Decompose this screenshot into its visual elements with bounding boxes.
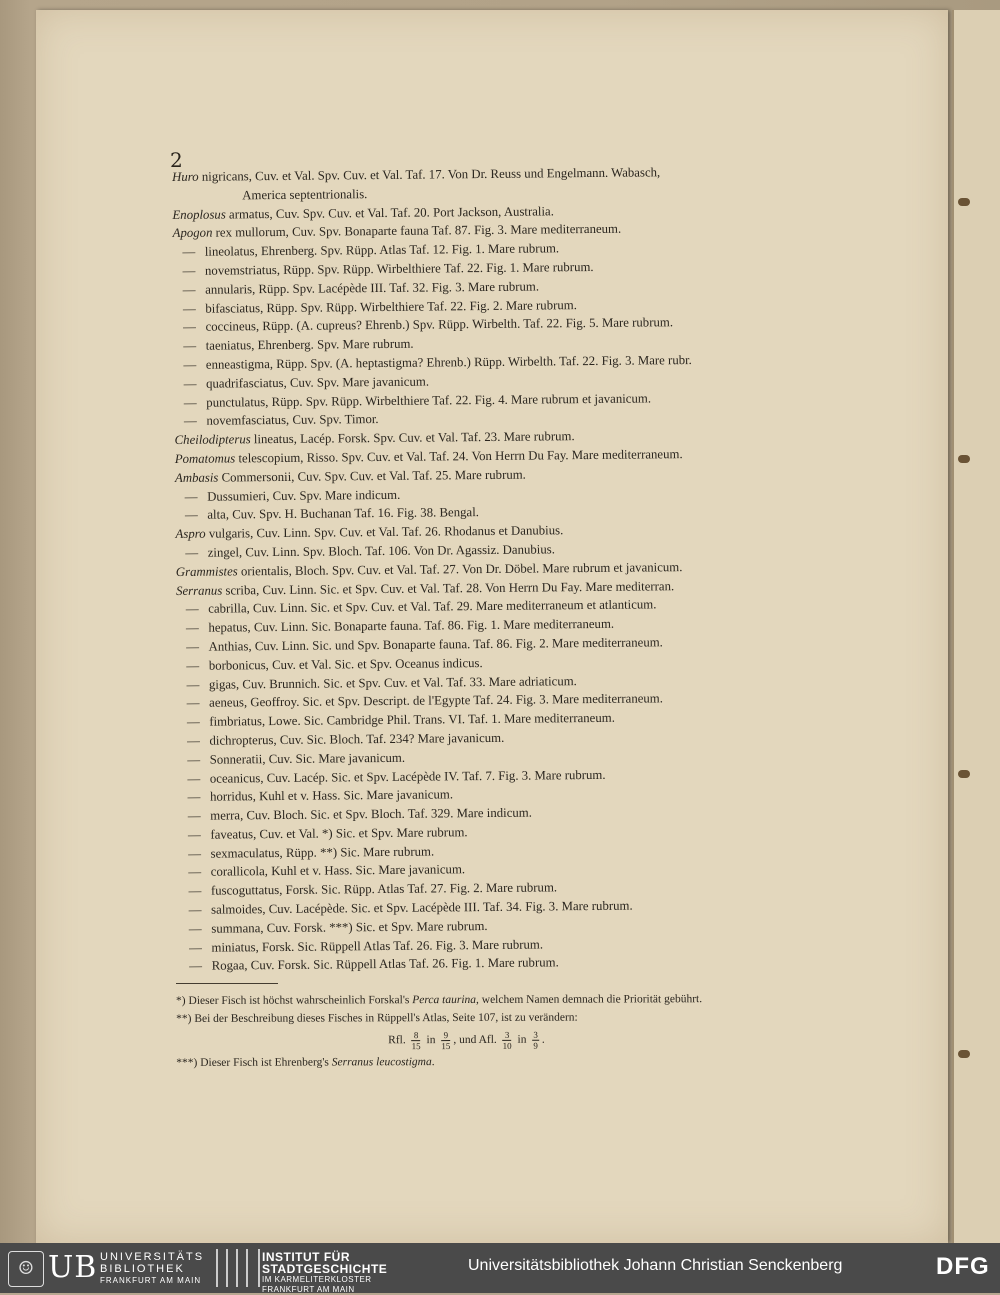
- genus-name: Cheilodipterus: [174, 432, 251, 448]
- species-text: miniatus, Forsk. Sic. Rüppell Atlas Taf. 26. Fig. 3. Mare rubrum.: [211, 937, 544, 955]
- species-text: punctulatus, Rüpp. Spv. Rüpp. Wirbelthiere Taf. 22. Fig. 4. Mare rubrum et javanicum.: [206, 390, 652, 410]
- genus-name: Enoplosus: [172, 207, 226, 222]
- species-text: hepatus, Cuv. Linn. Sic. Bonaparte fauna. Taf. 86. Fig. 1. Mare mediterraneum.: [208, 616, 615, 635]
- species-text: zingel, Cuv. Linn. Spv. Bloch. Taf. 106. Von Dr. Agassiz. Danubius.: [207, 542, 555, 560]
- fraction: $\frac{9}{15}$: [441, 1029, 451, 1051]
- genus-name: Pomatomus: [174, 451, 236, 466]
- genus-name: Apogon: [172, 226, 213, 241]
- footnote-1: *) Dieser Fisch ist höchst wahrscheinlich Forskal's Perca taurina, welchem Namen demnach die Priorität gebührt.: [176, 993, 703, 1007]
- ditto-dash: —: [183, 414, 197, 429]
- ditto-dash: —: [186, 658, 200, 673]
- footnotes: [176, 990, 876, 1072]
- species-text: dichropterus, Cuv. Sic. Bloch. Taf. 234? Mare javanicum.: [209, 730, 505, 748]
- ditto-dash: —: [186, 639, 200, 654]
- ditto-dash: —: [183, 376, 197, 391]
- species-text: summana, Cuv. Forsk. ***) Sic. et Spv. Mare rubrum.: [211, 918, 488, 936]
- species-text: alta, Cuv. Spv. H. Buchanan Taf. 16. Fig. 38. Bengal.: [207, 505, 479, 523]
- species-text: Anthias, Cuv. Linn. Sic. und Spv. Bonaparte fauna. Taf. 86. Fig. 2. Mare mediterraneum.: [208, 635, 663, 654]
- ditto-dash: —: [183, 320, 196, 335]
- ditto-dash: —: [182, 282, 196, 297]
- ditto-dash: —: [187, 808, 201, 823]
- species-text: annularis, Rüpp. Spv. Lacépède III. Taf. 32. Fig. 3. Mare rubrum.: [205, 279, 540, 297]
- species-text: merra, Cuv. Bloch. Sic. et Spv. Bloch. Taf. 329. Mare indicum.: [210, 805, 532, 823]
- genus-name: Serranus: [175, 583, 223, 598]
- genus-name: Huro: [172, 169, 199, 184]
- fraction: $\frac{8}{15}$: [411, 1030, 421, 1052]
- species-text: nigricans, Cuv. et Val. Spv. Cuv. et Val. Taf. 17. Von Dr. Reuss und Engelmann. Wabasch,: [198, 165, 661, 184]
- ditto-dash: —: [184, 508, 198, 523]
- species-text: borbonicus, Cuv. et Val. Sic. et Spv. Oceanus indicus.: [208, 655, 483, 673]
- ditto-dash: —: [188, 865, 202, 880]
- fraction: $\frac{3}{9}$: [533, 1029, 538, 1051]
- genus-name: Aspro: [175, 526, 206, 542]
- species-text: lineolatus, Ehrenberg. Spv. Rüpp. Atlas Taf. 12. Fig. 1. Mare rubrum.: [204, 241, 560, 259]
- dfg-logo[interactable]: DFG: [936, 1253, 990, 1280]
- species-text: aeneus, Geoffroy. Sic. et Spv. Descript. de l'Egypte Taf. 24. Fig. 3. Mare mediterraneum.: [209, 691, 663, 710]
- species-text: taeniatus, Ehrenberg. Spv. Mare rubrum.: [205, 336, 414, 353]
- binding-pin: [958, 455, 970, 463]
- ditto-dash: —: [182, 301, 196, 316]
- genus-name: Grammistes: [175, 564, 238, 579]
- ub-logo[interactable]: UB: [48, 1250, 98, 1285]
- ditto-dash: —: [184, 489, 198, 504]
- species-text: horridus, Kuhl et v. Hass. Sic. Mare javanicum.: [209, 787, 454, 804]
- ditto-dash: —: [186, 677, 200, 692]
- species-text: enneastigma, Rüpp. Spv. (A. heptastigma? Ehrenb.) Rüpp. Wirbelth. Taf. 22. Fig. 3. Mare rubr.: [205, 352, 692, 372]
- species-text: scriba, Cuv. Linn. Sic. et Spv. Cuv. et Val. Taf. 28. Von Herrn Du Fay. Mare mediterran.: [222, 578, 675, 598]
- ditto-dash: —: [187, 752, 201, 767]
- species-text: lineatus, Lacép. Forsk. Spv. Cuv. et Val. Taf. 23. Mare rubrum.: [250, 429, 575, 447]
- species-text: sexmaculatus, Rüpp. **) Sic. Mare rubrum.: [210, 844, 435, 861]
- footnote-2: **) Bei der Beschreibung dieses Fisches in Rüppell's Atlas, Seite 107, ist zu verändern:: [176, 1011, 578, 1025]
- species-text: Sonneratii, Cuv. Sic. Mare javanicum.: [209, 750, 406, 767]
- footnote-rule: [176, 983, 278, 984]
- species-text: vulgaris, Cuv. Linn. Spv. Cuv. et Val. Taf. 26. Rhodanus et Danubius.: [205, 523, 564, 541]
- column-icon[interactable]: [216, 1249, 260, 1287]
- ditto-dash: —: [186, 696, 200, 711]
- binding-pin: [958, 1050, 970, 1058]
- ditto-dash: —: [183, 357, 197, 372]
- ditto-dash: —: [185, 602, 199, 617]
- species-text: Commersonii, Cuv. Spv. Cuv. et Val. Taf. 25. Mare rubrum.: [218, 467, 526, 485]
- binding-pin: [958, 198, 970, 206]
- species-text: novemstriatus, Rüpp. Spv. Rüpp. Wirbelthiere Taf. 22. Fig. 1. Mare rubrum.: [204, 259, 594, 278]
- ditto-dash: —: [182, 244, 196, 260]
- ditto-dash: —: [185, 620, 199, 636]
- species-text: coccineus, Rüpp. (A. cupreus? Ehrenb.) Spv. Rüpp. Wirbelth. Taf. 22. Fig. 5. Mare rubrum.: [205, 315, 674, 335]
- species-text: salmoides, Cuv. Lacépède. Sic. et Spv. Lacépède III. Taf. 34. Fig. 3. Mare rubrum.: [211, 898, 633, 917]
- ditto-dash: —: [187, 771, 201, 786]
- ditto-dash: —: [188, 846, 202, 861]
- binding-pin: [958, 770, 970, 778]
- ditto-dash: —: [188, 902, 202, 917]
- genus-name: Ambasis: [174, 470, 219, 485]
- species-entry: America septentrionalis.: [242, 186, 368, 203]
- species-text: fimbriatus, Lowe. Sic. Cambridge Phil. Trans. VI. Taf. 1. Mare mediterraneum.: [209, 710, 615, 729]
- species-text: gigas, Cuv. Brunnich. Sic. et Spv. Cuv. et Val. Taf. 33. Mare adriaticum.: [208, 673, 577, 692]
- ditto-dash: —: [187, 733, 200, 748]
- ditto-dash: —: [187, 827, 201, 842]
- ditto-dash: —: [188, 884, 202, 899]
- species-text: Dussumieri, Cuv. Spv. Mare indicum.: [207, 487, 401, 504]
- species-text: oceanicus, Cuv. Lacép. Sic. et Spv. Lacépède IV. Taf. 7. Fig. 3. Mare rubrum.: [209, 767, 606, 786]
- species-list: [172, 161, 900, 976]
- species-text: novemfasciatus, Cuv. Spv. Timor.: [206, 412, 379, 429]
- ditto-dash: —: [189, 959, 203, 974]
- fraction: $\frac{3}{10}$: [502, 1029, 512, 1051]
- species-text: orientalis, Bloch. Spv. Cuv. et Val. Taf. 27. Von Dr. Döbel. Mare rubrum et javanicum.: [237, 559, 683, 579]
- ditto-dash: —: [187, 790, 201, 805]
- adjacent-page-edge: [952, 10, 1000, 1243]
- species-text: rex mullorum, Cuv. Spv. Bonaparte fauna Taf. 87. Fig. 3. Mare mediterraneum.: [212, 222, 622, 241]
- species-text: corallicola, Kuhl et v. Hass. Sic. Mare javanicum.: [210, 862, 466, 880]
- ditto-dash: —: [182, 263, 196, 278]
- species-text: telescopium, Risso. Spv. Cuv. et Val. Taf. 24. Von Herrn Du Fay. Mare mediterraneum.: [235, 447, 683, 466]
- species-text: bifasciatus, Rüpp. Spv. Rüpp. Wirbelthiere Taf. 22. Fig. 2. Mare rubrum.: [205, 297, 577, 316]
- viewer-footer: [0, 1243, 1000, 1293]
- ifs-logo-text[interactable]: INSTITUT FÜR STADTGESCHICHTE IM KARMELITERKLOSTER FRANKFURT AM MAIN: [262, 1250, 388, 1294]
- species-text: cabrilla, Cuv. Linn. Sic. et Spv. Cuv. et Val. Taf. 29. Mare mediterraneum et atlanticum.: [208, 597, 657, 617]
- species-text: armatus, Cuv. Spv. Cuv. et Val. Taf. 20. Port Jackson, Australia.: [225, 203, 554, 222]
- ditto-dash: —: [188, 921, 202, 936]
- species-text: faveatus, Cuv. et Val. *) Sic. et Spv. Mare rubrum.: [210, 825, 468, 842]
- footnote-2-formula: Rfl. $\frac{8}{15}$ in $\frac{9}{15}$ , und Afl. $\frac{3}{10}$ in $\frac{3}{9}$ .: [388, 1029, 545, 1052]
- goethe-portrait-icon[interactable]: ☺: [8, 1251, 44, 1287]
- page-number: 2: [170, 148, 183, 172]
- ditto-dash: —: [186, 714, 200, 729]
- ditto-dash: —: [183, 338, 197, 354]
- species-text: quadrifasciatus, Cuv. Spv. Mare javanicum.: [206, 374, 430, 391]
- species-text: Rogaa, Cuv. Forsk. Sic. Rüppell Atlas Taf. 26. Fig. 1. Mare rubrum.: [211, 955, 559, 974]
- footnote-3: ***) Dieser Fisch ist Ehrenberg's Serranus leucostigma.: [176, 1056, 435, 1069]
- library-name-link[interactable]: Universitätsbibliothek Johann Christian Senckenberg: [468, 1257, 843, 1274]
- species-text: fuscoguttatus, Forsk. Sic. Rüpp. Atlas Taf. 27. Fig. 2. Mare rubrum.: [210, 880, 558, 898]
- ditto-dash: —: [183, 395, 197, 410]
- ditto-dash: —: [189, 940, 202, 955]
- ditto-dash: —: [185, 545, 199, 560]
- ub-logo-text[interactable]: UNIVERSITÄTS BIBLIOTHEK FRANKFURT AM MAIN: [100, 1251, 205, 1285]
